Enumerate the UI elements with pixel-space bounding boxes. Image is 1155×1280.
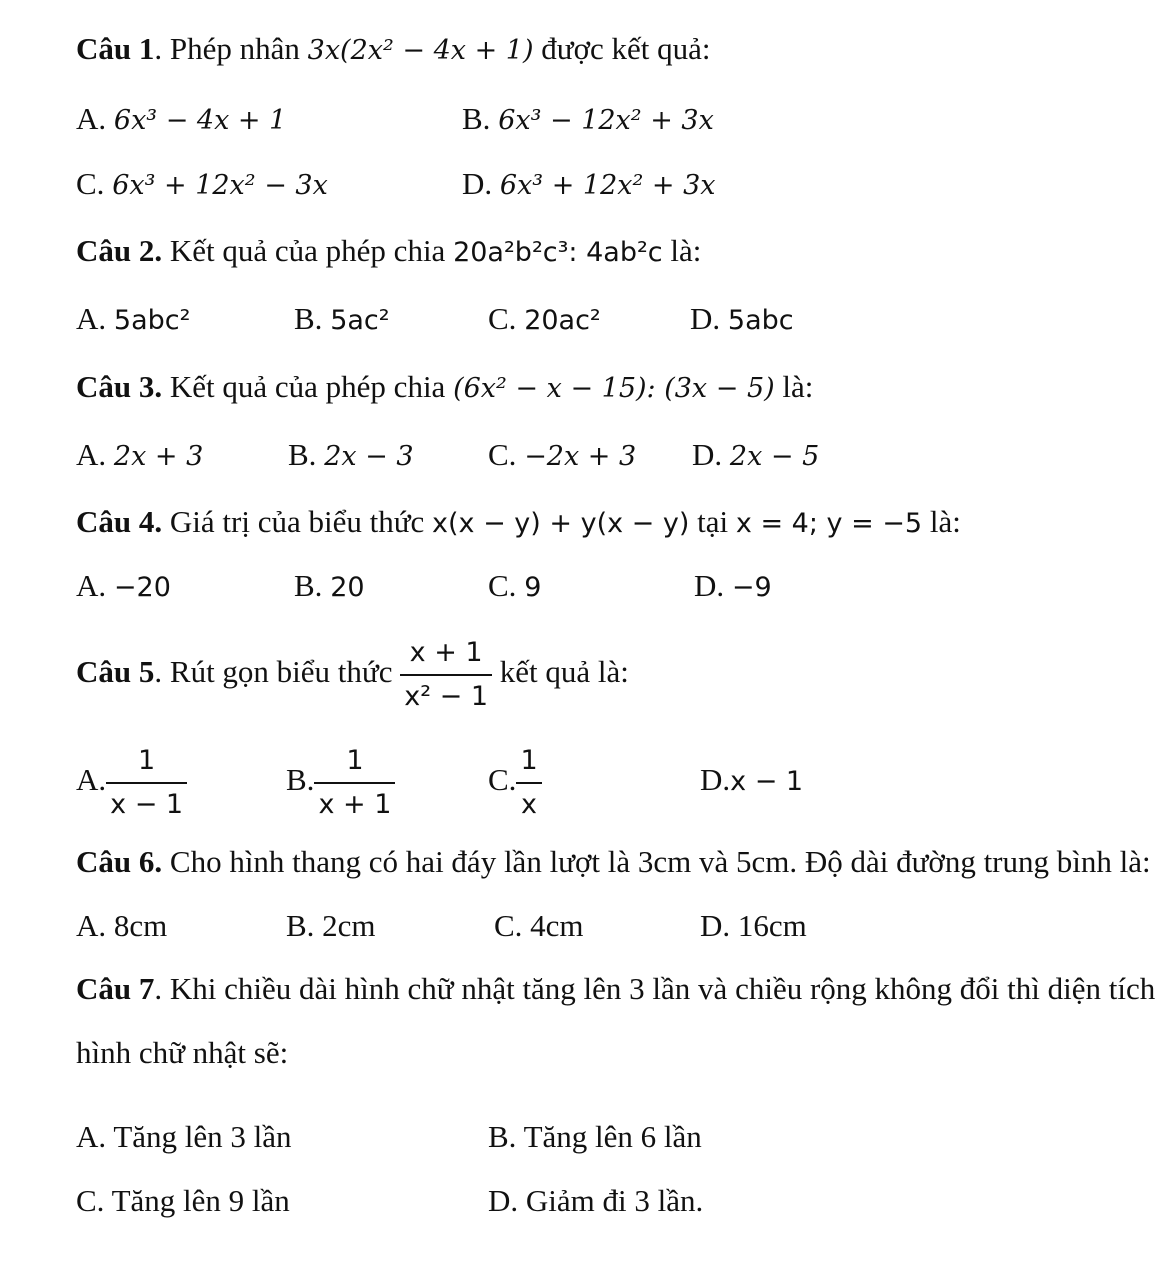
question-7-option-b: B. Tăng lên 6 lần [488, 1119, 702, 1154]
option-letter: A. [76, 301, 114, 336]
question-2-expression: 20a²b²c³: 4ab²c [453, 237, 663, 268]
option-letter: A. [76, 568, 114, 603]
option-expression: 9 [524, 572, 542, 603]
option-expression: 6x³ + 12x² + 3x [499, 170, 716, 201]
fraction-numerator: 1 [516, 744, 541, 784]
question-7-text-line-1: . Khi chiều dài hình chữ nhật tăng lên 3 lần và chiều rộng không đổi thì diện tích [154, 971, 1155, 1006]
question-5-option-d [700, 738, 803, 824]
question-7-option-d: D. Giảm đi 3 lần. [488, 1183, 704, 1218]
option-expression: 5abc [727, 305, 794, 336]
fraction-denominator: x² − 1 [404, 680, 489, 712]
question-4-values: x = 4; y = −5 [735, 508, 923, 539]
question-4-text-mid: tại [689, 504, 736, 539]
option-letter: C. [488, 301, 525, 336]
question-3-text-before: Kết quả của phép chia [162, 369, 454, 404]
question-4-option-c [488, 567, 541, 607]
question-4-text-after: là: [922, 504, 961, 539]
fraction-denominator: x + 1 [318, 788, 392, 820]
option-expression: 6x³ + 12x² − 3x [112, 170, 328, 201]
option-letter: D. [692, 437, 730, 472]
option-letter: D. [700, 762, 731, 797]
option-fraction [106, 744, 187, 822]
option-expression: 5ac² [330, 305, 390, 336]
option-fraction [516, 744, 541, 822]
question-1-option-a [76, 100, 286, 140]
option-letter: B. [294, 301, 331, 336]
question-4-option-d [694, 567, 772, 607]
question-2-option-b [294, 300, 390, 340]
question-1-expression: 3x(2x² − 4x + 1) [307, 35, 534, 66]
option-expression: 6x³ − 12x² + 3x [498, 105, 714, 136]
question-7-line-2: hình chữ nhật sẽ: [76, 1035, 289, 1070]
question-2-option-d [690, 300, 794, 340]
fraction-numerator: 1 [314, 744, 395, 784]
option-letter: C. [76, 166, 113, 201]
question-5-label: Câu 5 [76, 654, 155, 689]
question-4-text-before: Giá trị của biểu thức [162, 504, 433, 539]
option-expression: 2x − 3 [324, 441, 414, 472]
question-3-option-b [288, 436, 414, 476]
question-5-text-before: . Rút gọn biểu thức [154, 654, 401, 689]
option-letter: A. [76, 762, 107, 797]
question-5-text-after: kết quả là: [492, 654, 629, 689]
question-2-text-after: là: [662, 233, 702, 268]
question-7-option-c: C. Tăng lên 9 lần [76, 1183, 290, 1218]
question-1-text-after: được kết quả: [533, 31, 711, 66]
option-letter: B. [462, 101, 499, 136]
fraction-denominator: x − 1 [110, 788, 184, 820]
question-1-label: Câu 1 [76, 31, 155, 66]
question-3 [76, 368, 813, 408]
option-expression: −2x + 3 [524, 441, 637, 472]
fraction-numerator: 1 [106, 744, 187, 784]
question-6-label: Câu 6. [76, 844, 163, 879]
option-expression: 2x + 3 [113, 441, 204, 472]
question-6-option-b: B. 2cm [286, 908, 376, 943]
question-2-label: Câu 2. [76, 233, 163, 268]
option-expression: 20 [330, 572, 365, 603]
option-expression: −20 [113, 572, 171, 603]
question-7-label: Câu 7 [76, 971, 155, 1006]
question-2-option-c [488, 300, 601, 340]
question-5-option-b [286, 738, 395, 822]
question-5-fraction [400, 636, 492, 714]
question-4 [76, 503, 961, 543]
question-6-option-a: A. 8cm [76, 908, 168, 943]
fraction-numerator: x + 1 [400, 636, 492, 676]
option-fraction [314, 744, 395, 822]
option-letter: D. [690, 301, 728, 336]
question-2-text-before: Kết quả của phép chia [162, 233, 454, 268]
question-3-option-d [692, 436, 819, 476]
question-1-text-before: . Phép nhân [154, 31, 308, 66]
question-6-option-c: C. 4cm [494, 908, 584, 943]
question-6-option-d: D. 16cm [700, 908, 807, 943]
fraction-denominator: x [521, 788, 538, 820]
question-2 [76, 232, 701, 272]
option-expression: 6x³ − 4x + 1 [113, 105, 287, 136]
question-7 [76, 970, 1155, 1008]
option-letter: D. [462, 166, 500, 201]
option-expression: x − 1 [730, 766, 804, 797]
option-letter: A. [76, 437, 114, 472]
option-letter: B. [294, 568, 331, 603]
option-expression: 20ac² [524, 305, 601, 336]
question-3-text-after: là: [774, 369, 814, 404]
option-expression: 5abc² [113, 305, 191, 336]
question-1 [76, 30, 710, 70]
question-6-text: Cho hình thang có hai đáy lần lượt là 3cm và 5cm. Độ dài đường trung bình là: [162, 844, 1151, 879]
option-letter: A. [76, 101, 114, 136]
option-letter: C. [488, 568, 525, 603]
option-letter: C. [488, 762, 517, 797]
question-3-expression: (6x² − x − 15): (3x − 5) [453, 373, 775, 404]
question-3-option-c [488, 436, 636, 476]
question-3-option-a [76, 436, 203, 476]
option-letter: B. [288, 437, 325, 472]
option-letter: B. [286, 762, 315, 797]
option-letter: D. [694, 568, 732, 603]
option-letter: C. [488, 437, 525, 472]
question-1-option-c [76, 165, 328, 205]
question-4-expression: x(x − y) + y(x − y) [432, 508, 690, 539]
question-1-option-b [462, 100, 714, 140]
question-5-option-c [488, 738, 542, 822]
question-3-label: Câu 3. [76, 369, 163, 404]
question-5 [76, 630, 629, 714]
option-expression: −9 [731, 572, 772, 603]
question-6 [76, 843, 1151, 881]
question-2-option-a [76, 300, 190, 340]
option-expression: 2x − 5 [729, 441, 820, 472]
question-4-option-b [294, 567, 365, 607]
question-7-option-a: A. Tăng lên 3 lần [76, 1119, 292, 1154]
question-4-label: Câu 4. [76, 504, 163, 539]
question-5-option-a [76, 738, 187, 822]
question-4-option-a [76, 567, 171, 607]
question-1-option-d [462, 165, 716, 205]
